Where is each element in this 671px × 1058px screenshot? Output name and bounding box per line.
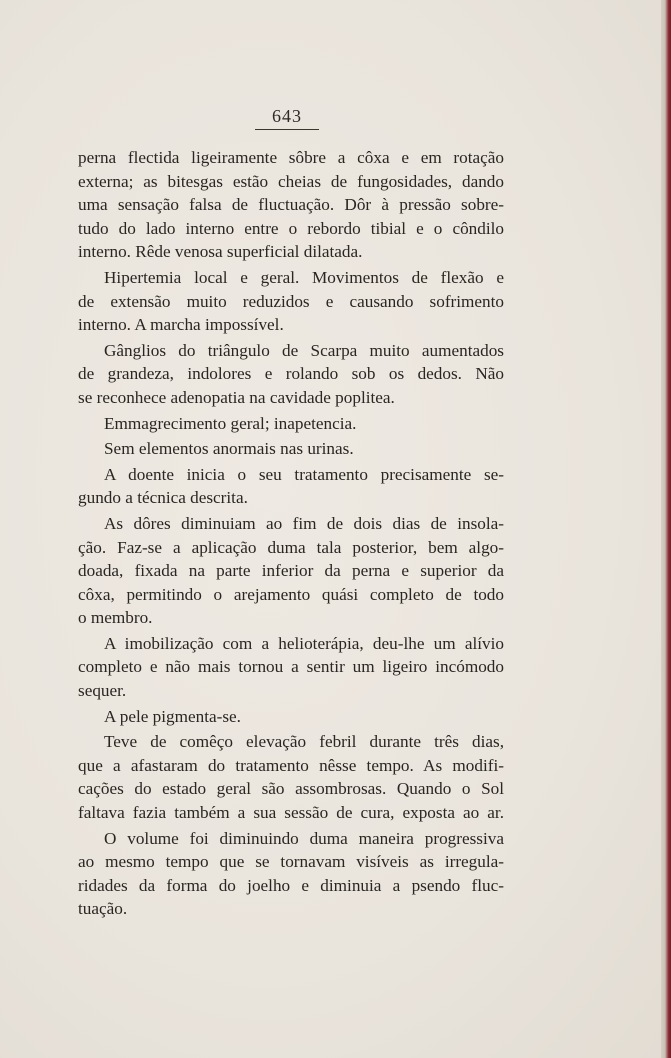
text-line: cações do estado geral são assombrosas. Quando o Sol [78,779,504,799]
text-line: de extensão muito reduzidos e causando sofrimento [78,291,504,311]
text-line: As dôres diminuiam ao fim de dois dias de insola- [104,513,504,533]
text-line: A pele pigmenta-se. [104,706,241,726]
text-line: perna flectida ligeiramente sôbre a côxa e em rotação [78,148,504,167]
page-header [255,106,319,130]
text-line: A imobilização com a helioterápia, deu-lhe um alívio [104,633,504,653]
text-line: doada, fixada na parte inferior da perna e superior da [78,561,504,581]
text-line: ridades da forma do joelho e diminuia a psendo fluc- [78,875,504,895]
text-line: gundo a técnica descrita. [78,488,248,508]
text-line: sequer. [78,681,127,701]
text-line: uma sensação falsa de fluctuação. Dôr à pressão sobre- [78,195,504,215]
text-line: Emmagrecimento geral; inapetencia. [104,413,357,433]
text-line: Teve de comêço elevação febril durante três dias, [104,732,504,752]
text-line: interno. Rêde venosa superficial dilatada. [78,242,363,262]
text-line: tuação. [78,899,128,919]
text-line: Hipertemia local e geral. Movimentos de flexão e [104,267,504,287]
page-number: 643 [272,106,302,126]
binding-edge [661,0,671,1058]
text-line: ao mesmo tempo que se tornavam visíveis as irregula- [78,852,504,872]
body-text [78,146,504,921]
text-line: externa; as bitesgas estão cheias de fungosidades, dando [78,171,504,191]
page-number-rule [255,129,319,130]
text-line: A doente inicia o seu tratamento precisamente se- [104,464,504,484]
text-line: completo e não mais tornou a sentir um ligeiro incómodo [78,657,504,677]
text-line: o membro. [78,608,153,628]
text-line: faltava fazia também a sua sessão de cura, exposta ao ar. [78,803,504,823]
text-line: se reconhece adenopatia na cavidade poplitea. [78,387,395,407]
text-line: que a afastaram do tratamento nêsse tempo. As modifi- [78,755,504,775]
text-line: O volume foi diminuindo duma maneira progressiva [104,828,504,848]
text-line: interno. A marcha impossível. [78,315,284,335]
text-line: ção. Faz-se a aplicação duma tala posterior, bem algo- [78,537,504,557]
text-line: Gânglios do triângulo de Scarpa muito aumentados [104,340,504,360]
text-line: de grandeza, indolores e rolando sob os dedos. Não [78,364,504,384]
text-line: Sem elementos anormais nas urinas. [104,439,354,459]
text-line: tudo do lado interno entre o rebordo tibial e o côndilo [78,218,504,238]
text-line: côxa, permitindo o arejamento quási completo de todo [78,584,504,604]
